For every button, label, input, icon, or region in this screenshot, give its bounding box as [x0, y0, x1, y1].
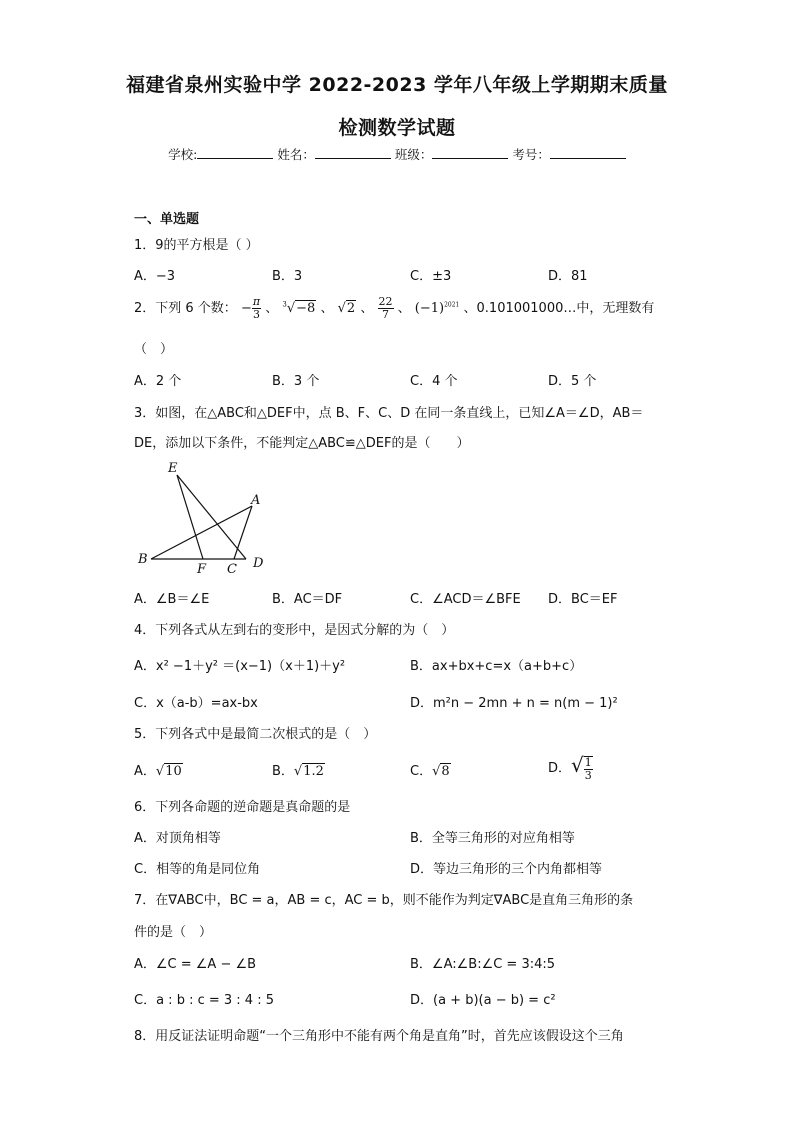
name-blank[interactable] [315, 146, 391, 159]
fraction-pi-over-3: $\frac{\pi}{3}$ [252, 295, 261, 321]
exam-number-label: 考号： [512, 147, 550, 162]
label-c: C [227, 562, 237, 577]
triangle-figure [134, 457, 274, 577]
question-7-line1: 7．在∇ABC中，BC = a，AB = c，AC = b，则不能作为判定∇ABC是直角三角形的条 [134, 893, 634, 908]
question-1: 1．9的平方根是（ ） [134, 238, 259, 253]
school-blank[interactable] [197, 146, 273, 159]
label-e: E [168, 461, 178, 476]
q2-option-d: D．5 个 [548, 374, 597, 389]
question-8: 8．用反证法证明命题“一个三角形中不能有两个角是直角”时，首先应该假设这个三角 [134, 1029, 624, 1044]
q6-option-c: C．相等的角是同位角 [134, 862, 261, 877]
question-3-line1: 3．如图，在△ABC和△DEF中，点 B、F、C、D 在同一条直线上，已知∠A＝∠D，AB＝ [134, 406, 644, 421]
question-6: 6．下列各命题的逆命题是真命题的是 [134, 800, 351, 815]
segment-ed [177, 475, 246, 559]
name-label: 姓名： [277, 147, 315, 162]
q5-option-c: C．√8 [410, 764, 450, 779]
q7-option-d: D．(a + b)(a − b) = c² [410, 993, 556, 1008]
class-label: 班级： [394, 147, 433, 162]
q6-option-d: D．等边三角形的三个内角都相等 [410, 862, 603, 877]
q7-option-c: C．a : b : c = 3 : 4 : 5 [134, 993, 274, 1008]
neg-one-power: $(-1)^{2021}$ [414, 301, 460, 316]
q2-paren: （ ） [134, 342, 174, 357]
q1-option-b: B．3 [272, 269, 303, 284]
q2-suffix: 、0.101001000…中，无理数有 [463, 301, 655, 316]
question-2: 2．下列 6 个数： − $\frac{\pi}{3}$ 、 $^3$√−8 、 √2 、 $\frac{22}{7}$ 、 $(-1)^{2021}$ 、0.101001000…中，无理数有 [134, 295, 655, 321]
q4-option-d: D．m²n − 2mn + n = n(m − 1)² [410, 696, 618, 711]
q6-option-b: B．全等三角形的对应角相等 [410, 831, 575, 846]
q4-option-a: A．x² −1＋y² ＝(x−1)（x＋1)＋y² [134, 659, 346, 674]
cube-root-neg8: $^3$√−8 [282, 300, 316, 316]
question-4: 4．下列各式从左到右的变形中，是因式分解的为（ ） [134, 623, 455, 638]
q3-option-d: D．BC＝EF [548, 592, 618, 607]
segment-ef [177, 475, 203, 559]
label-a: A [251, 493, 261, 508]
q1-option-c: C．±3 [410, 269, 452, 284]
q1-option-d: D．81 [548, 269, 588, 284]
question-7-line2: 件的是（ ） [134, 925, 213, 940]
question-3-line2: DE，添加以下条件，不能判定△ABC≌△DEF的是（ ） [134, 436, 470, 451]
label-d: D [253, 556, 264, 571]
q7-option-b: B．∠A:∠B:∠C = 3:4:5 [410, 957, 556, 972]
exam-number-blank[interactable] [550, 146, 626, 159]
q5-option-a: A．√10 [134, 764, 182, 779]
q4-option-c: C．x（a-b）=ax-bx [134, 696, 258, 711]
q5-option-d: D．√ $\frac{1}{3}$ [548, 753, 592, 782]
q4-option-b: B．ax+bx+c=x（a+b+c） [410, 659, 583, 674]
q2-option-a: A．2 个 [134, 374, 182, 389]
sqrt-2: √2 [337, 301, 356, 316]
class-blank[interactable] [432, 146, 508, 159]
exam-title-line2: 检测数学试题 [338, 117, 456, 139]
q3-option-a: A．∠B＝∠E [134, 592, 210, 607]
fraction-22-over-7: $\frac{22}{7}$ [378, 295, 393, 321]
q7-option-a: A．∠C = ∠A − ∠B [134, 957, 257, 972]
q3-option-c: C．∠ACD＝∠BFE [410, 592, 521, 607]
q2-option-c: C．4 个 [410, 374, 458, 389]
label-b: B [138, 552, 148, 567]
exam-title-line1: 福建省泉州实验中学 2022-2023 学年八年级上学期期末质量 [126, 74, 668, 96]
q1-option-a: A．−3 [134, 269, 176, 284]
q5-option-b: B．√1.2 [272, 764, 324, 779]
q6-option-a: A．对顶角相等 [134, 831, 221, 846]
school-label: 学校: [168, 147, 198, 162]
q3-option-b: B．AC＝DF [272, 592, 343, 607]
section-heading: 一、单选题 [134, 212, 200, 227]
question-5: 5．下列各式中是最简二次根式的是（ ） [134, 727, 377, 742]
label-f: F [197, 562, 207, 577]
student-info-row [0, 145, 794, 163]
q2-prefix: 2．下列 6 个数： [134, 301, 237, 316]
q2-option-b: B．3 个 [272, 374, 320, 389]
